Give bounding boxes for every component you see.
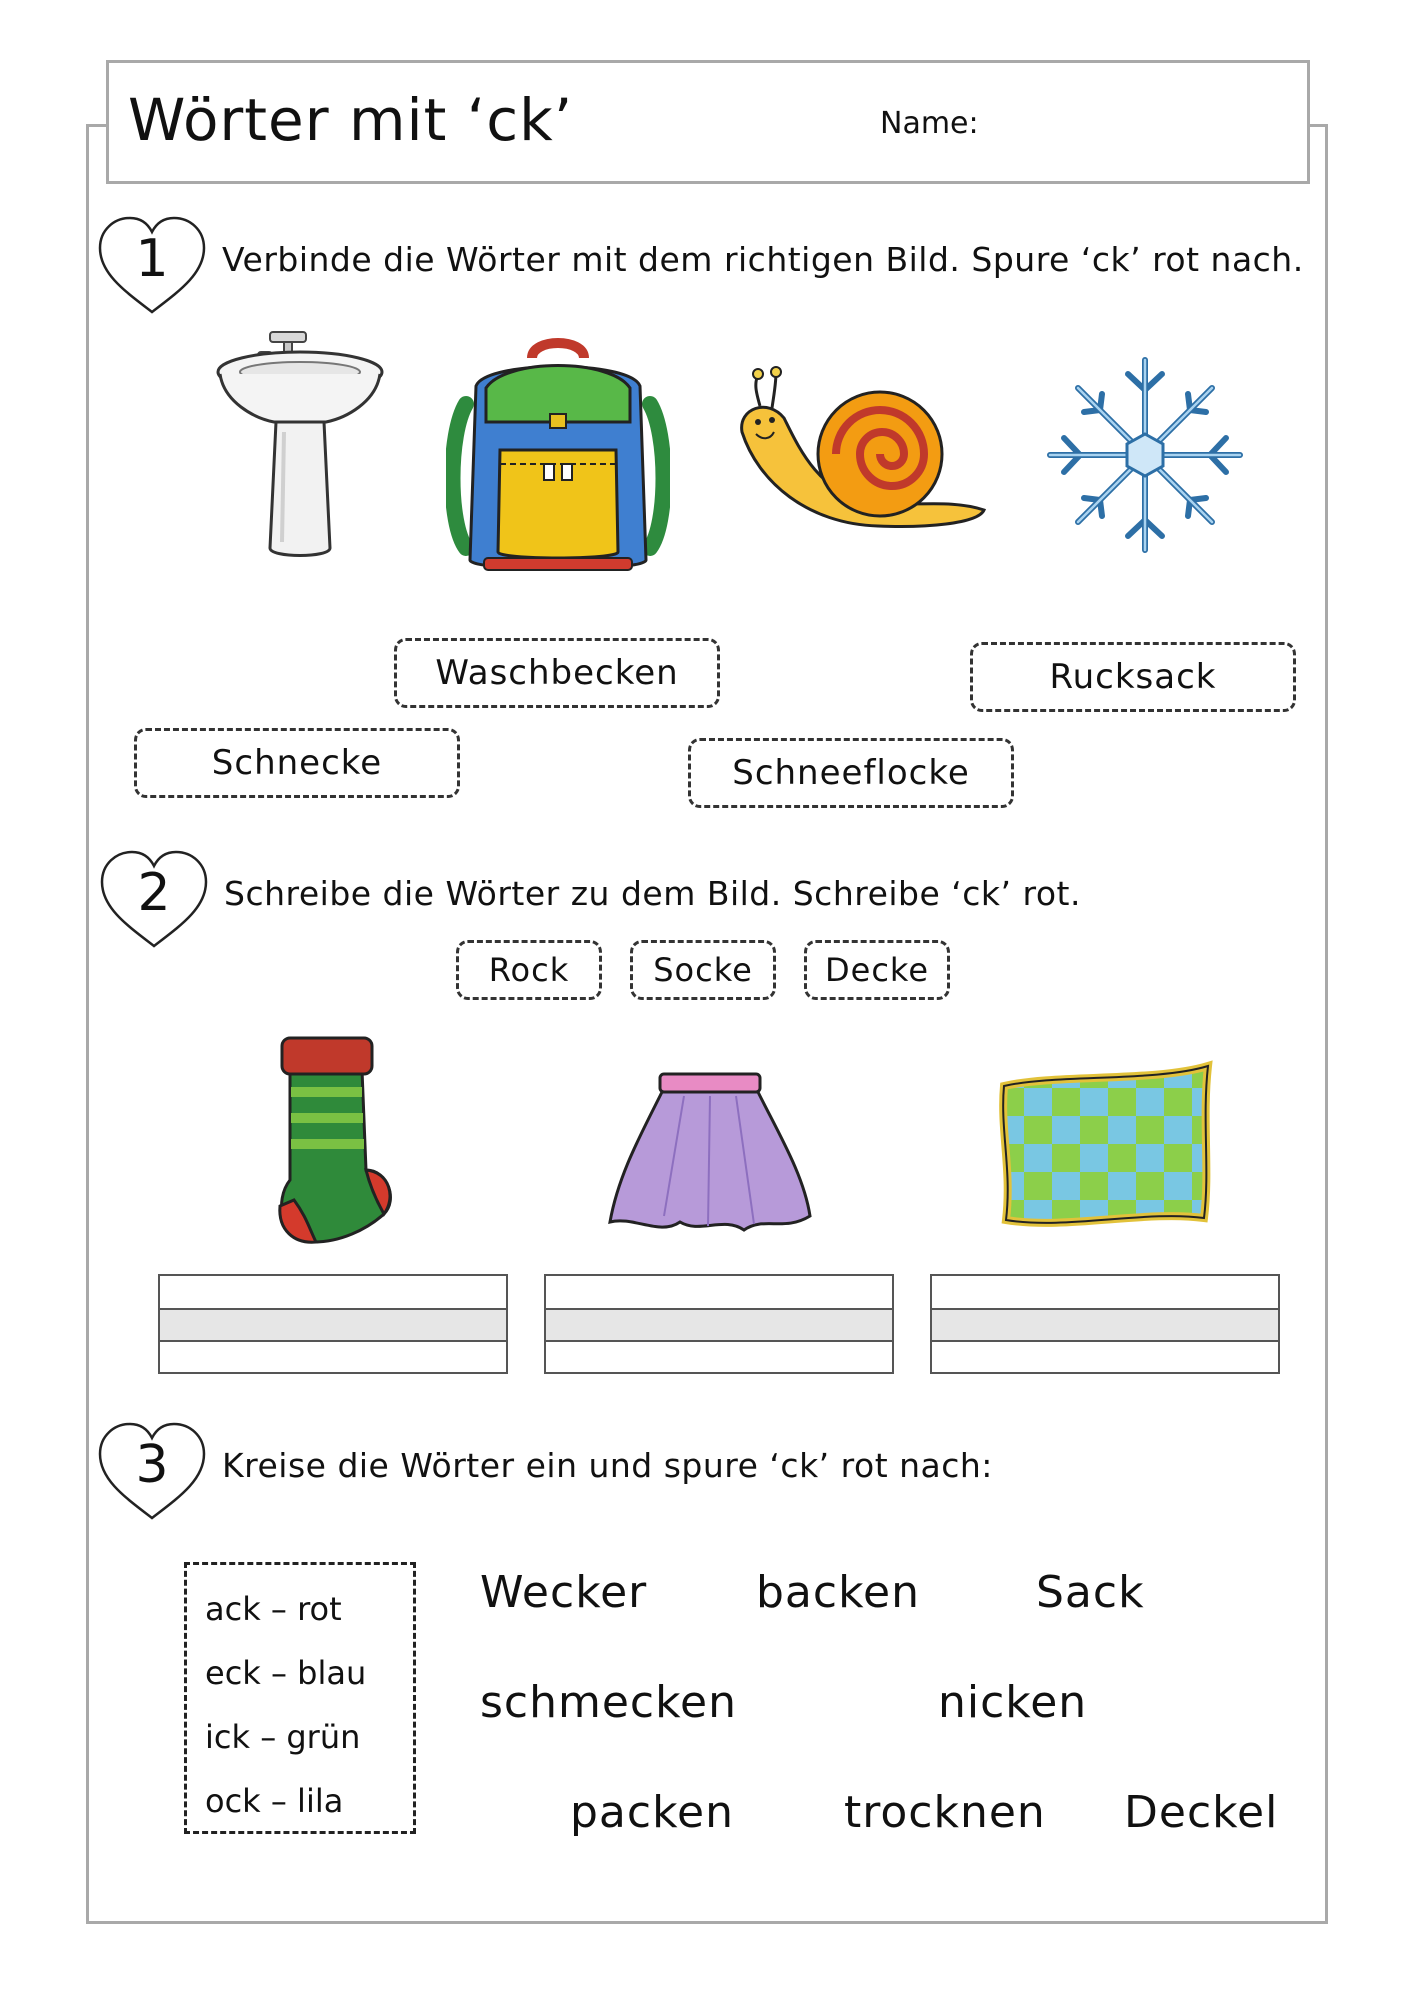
task-1-instruction: Verbinde die Wörter mit dem richtigen Bild. Spure ‘ck’ rot nach. (222, 240, 1304, 279)
name-label: Name: (880, 106, 979, 141)
word-backen[interactable]: backen (756, 1567, 920, 1618)
task-3-instruction: Kreise die Wörter ein und spure ‘ck’ rot nach: (222, 1446, 993, 1485)
word-packen[interactable]: packen (570, 1787, 734, 1838)
legend-item-ick: ick – grün (205, 1718, 361, 1756)
word-wecker[interactable]: Wecker (480, 1567, 648, 1618)
task-3-heart (96, 1420, 208, 1524)
legend-item-ock: ock – lila (205, 1782, 344, 1820)
writing-line-band (546, 1308, 892, 1342)
word-schmecken[interactable]: schmecken (480, 1677, 737, 1728)
task-1-number: 1 (135, 229, 169, 289)
snowflake-picture (1040, 350, 1250, 560)
legend-item-eck: eck – blau (205, 1654, 367, 1692)
word-card-rucksack[interactable]: Rucksack (970, 642, 1296, 712)
writing-line-sock[interactable] (158, 1274, 508, 1374)
word-nicken[interactable]: nicken (938, 1677, 1088, 1728)
task-2-number: 2 (137, 863, 171, 923)
writing-line-skirt[interactable] (544, 1274, 894, 1374)
color-legend (184, 1562, 416, 1834)
word-card-rock[interactable]: Rock (456, 940, 602, 1000)
word-card-decke[interactable]: Decke (804, 940, 950, 1000)
word-card-waschbecken[interactable]: Waschbecken (394, 638, 720, 708)
writing-line-band (932, 1308, 1278, 1342)
sock-picture (270, 1030, 396, 1250)
sink-picture (214, 322, 386, 568)
backpack-picture (446, 334, 670, 580)
word-sack[interactable]: Sack (1036, 1567, 1145, 1618)
word-trocknen[interactable]: trocknen (844, 1787, 1046, 1838)
task-1-heart (96, 214, 208, 318)
word-card-schnecke[interactable]: Schnecke (134, 728, 460, 798)
word-card-socke[interactable]: Socke (630, 940, 776, 1000)
word-deckel[interactable]: Deckel (1124, 1787, 1279, 1838)
word-card-schneeflocke[interactable]: Schneeflocke (688, 738, 1014, 808)
blanket-picture (996, 1060, 1218, 1232)
legend-item-ack: ack – rot (205, 1590, 342, 1628)
task-3-number: 3 (135, 1435, 169, 1495)
writing-line-blanket[interactable] (930, 1274, 1280, 1374)
snail-picture (728, 362, 990, 534)
task-2-heart (98, 848, 210, 952)
writing-line-band (160, 1308, 506, 1342)
skirt-picture (604, 1066, 816, 1238)
page-title: Wörter mit ‘ck’ (128, 86, 574, 154)
task-2-instruction: Schreibe die Wörter zu dem Bild. Schreibe ‘ck’ rot. (224, 874, 1081, 913)
